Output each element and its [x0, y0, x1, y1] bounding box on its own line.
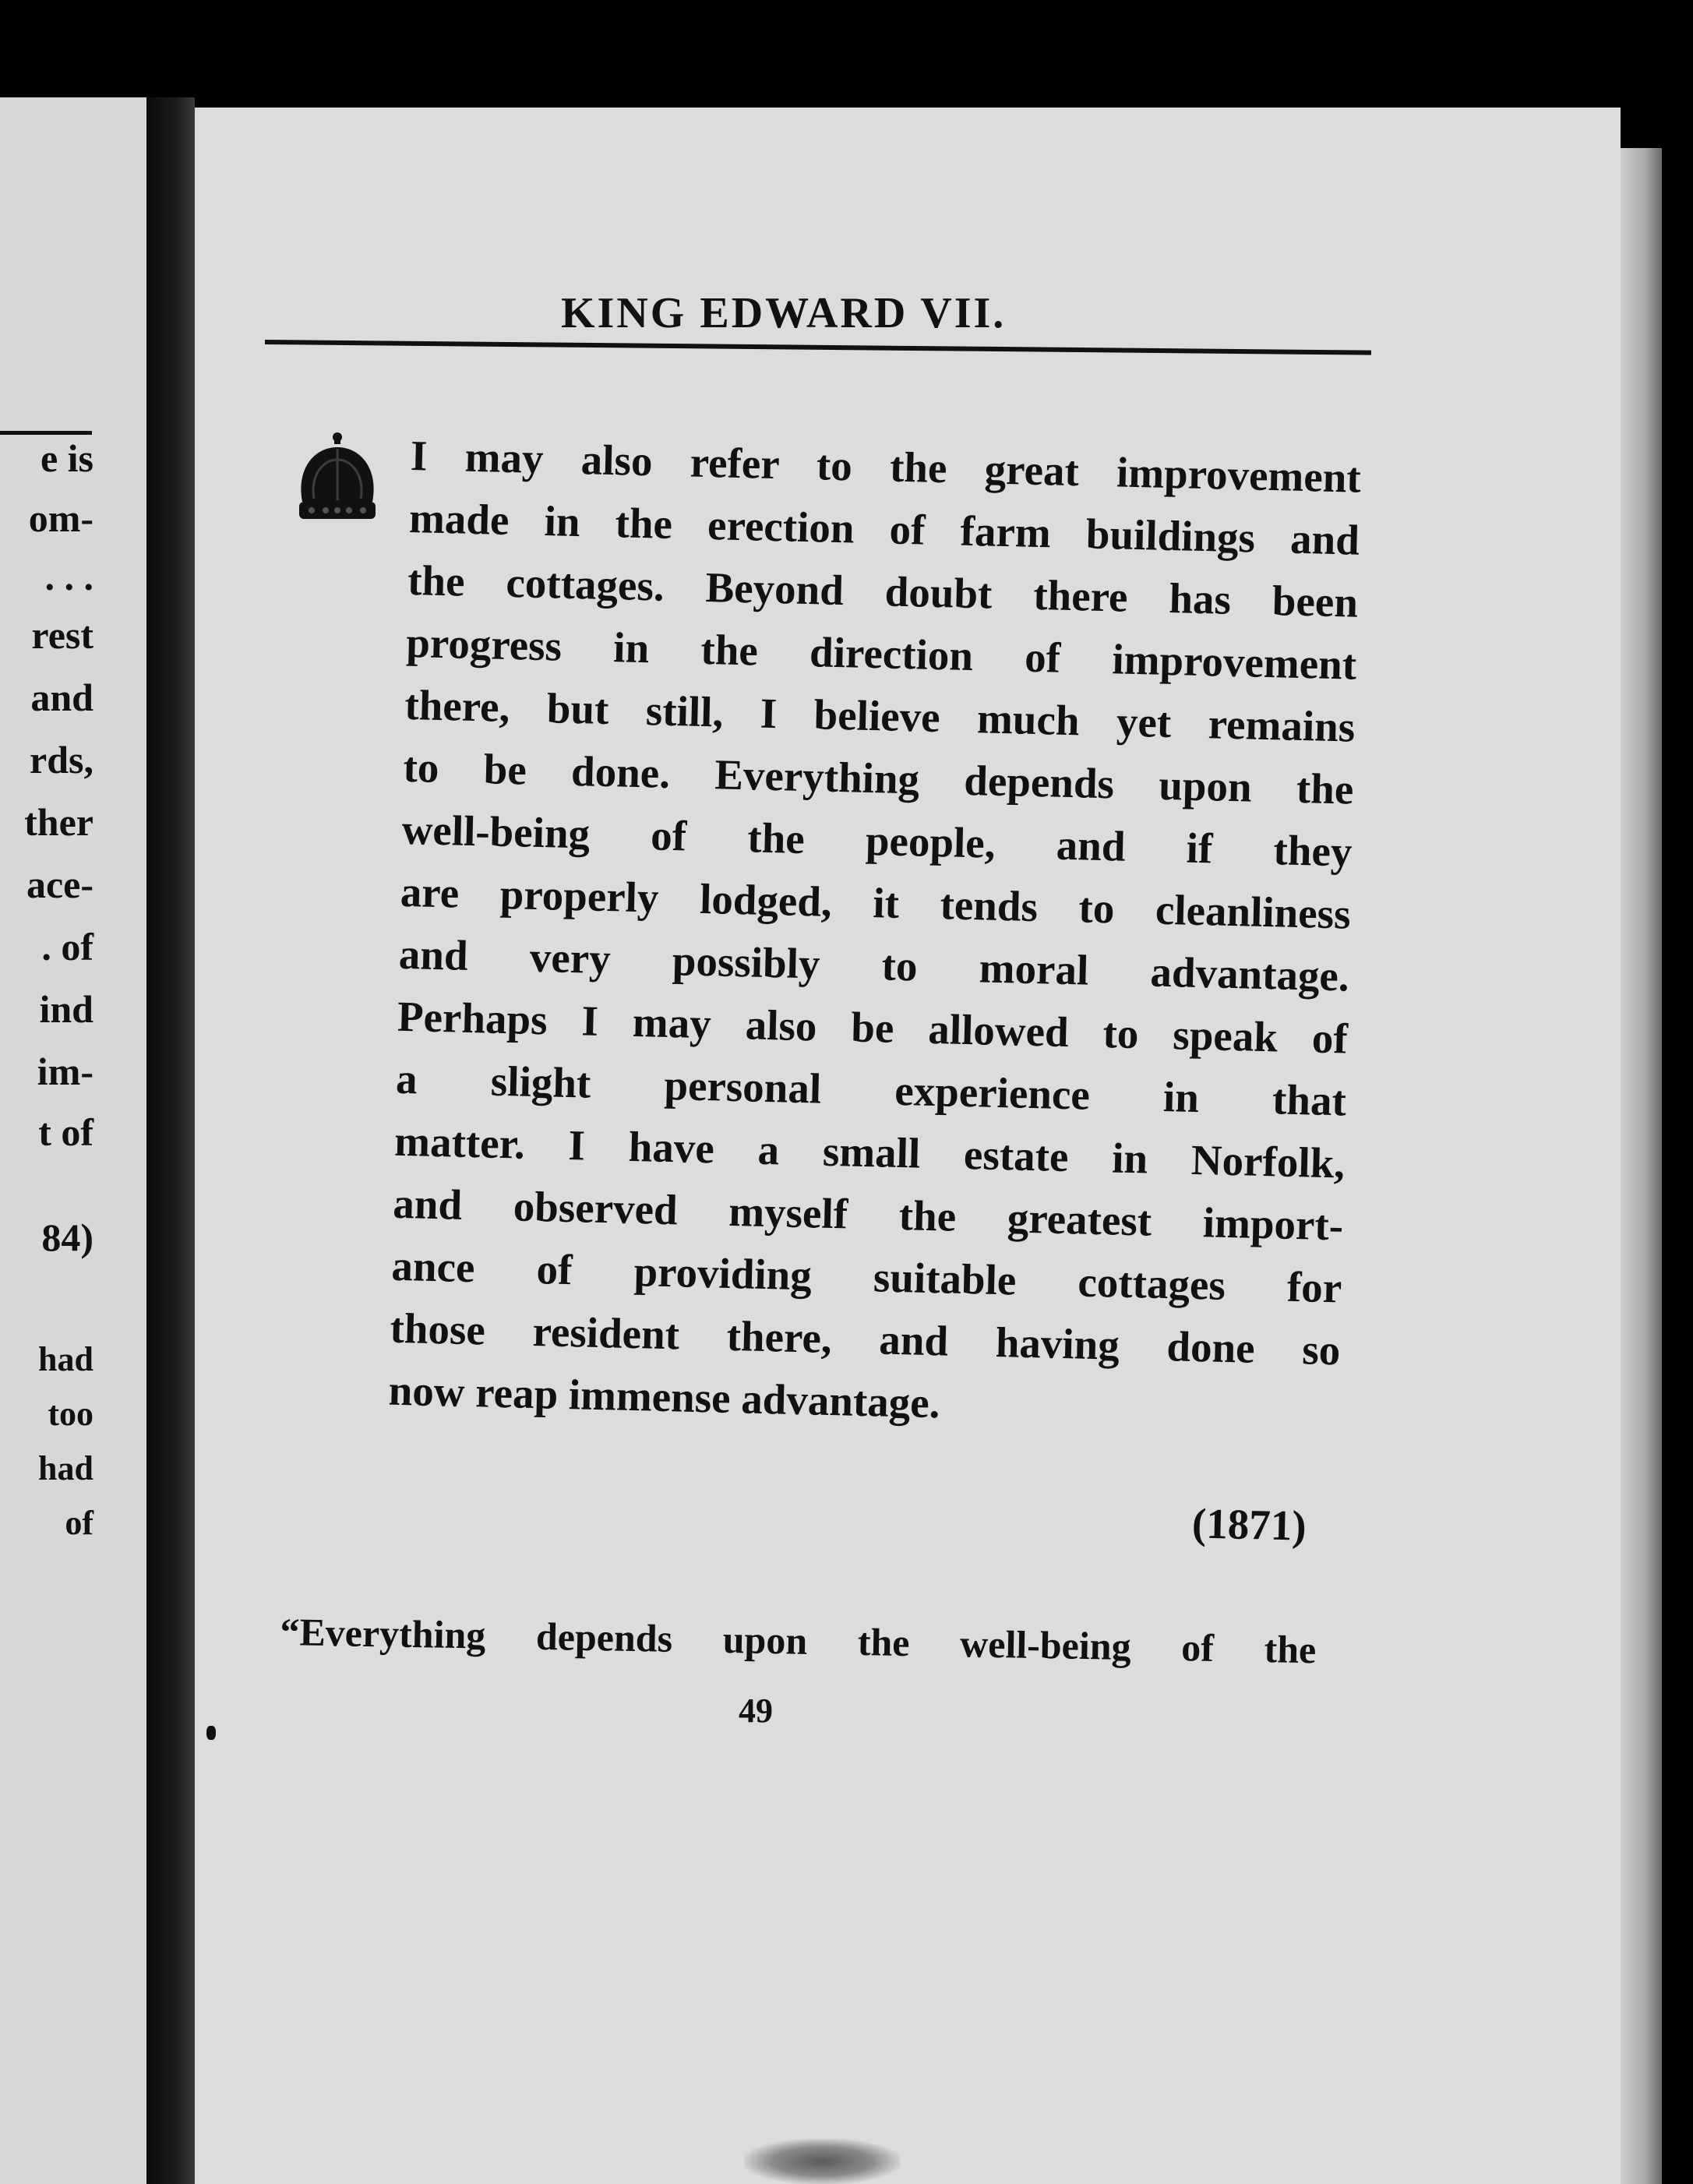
body-line: now reap immense advantage. — [388, 1366, 941, 1427]
facing-page-line: . of — [41, 925, 93, 969]
ink-speck — [206, 1726, 216, 1740]
body-line: made in the erection of farm buildings and — [408, 493, 1360, 564]
body-line: the cottages. Beyond doubt there has been — [407, 556, 1359, 626]
facing-page-line: ther — [24, 800, 93, 844]
facing-page-line: . . . — [44, 555, 93, 598]
facing-page-line: ace- — [26, 863, 93, 906]
body-line: Perhaps I may also be allowed to speak of — [397, 992, 1349, 1063]
facing-page-line: e is — [40, 436, 93, 480]
facing-page-line: om- — [28, 496, 93, 540]
facing-page-line: of — [65, 1504, 93, 1542]
facing-page-rule — [0, 431, 92, 435]
body-line: are properly lodged, it tends to cleanliness — [400, 867, 1352, 938]
facing-page-line: had — [38, 1340, 93, 1378]
facing-page-line: ind — [39, 987, 93, 1031]
body-line: and observed myself the greatest import- — [392, 1179, 1344, 1250]
page-number: 49 — [739, 1692, 773, 1730]
body-line: and very possibly to moral advantage. — [398, 930, 1350, 1000]
body-line: ance of providing suitable cottages for — [390, 1241, 1342, 1312]
facing-page-line: had — [38, 1449, 93, 1487]
body-line: progress in the direction of improvement — [405, 618, 1357, 689]
facing-page-line: im- — [37, 1050, 93, 1093]
body-line: a slight personal experience in that — [395, 1054, 1347, 1125]
body-line: matter. I have a small estate in Norfolk, — [393, 1117, 1346, 1187]
running-head: KING EDWARD VII. — [561, 289, 1007, 337]
facing-page-line: rds, — [30, 738, 93, 782]
body-line: to be done. Everything depends upon the — [402, 743, 1355, 813]
body-line: those resident there, and having done so — [389, 1304, 1342, 1374]
facing-page-line: 84) — [41, 1215, 93, 1259]
facing-page-line: too — [48, 1395, 93, 1433]
facing-page-line: and — [30, 676, 93, 719]
page-edge — [1621, 148, 1662, 2184]
facing-page-line: t of — [38, 1110, 93, 1154]
facing-page-line: rest — [31, 613, 93, 657]
facing-page — [0, 97, 148, 2184]
footer-quote: “Everything depends upon the well-being of the — [280, 1609, 1317, 1672]
body-line: there, but still, I believe much yet remains — [404, 680, 1356, 751]
scan-smudge — [744, 2139, 900, 2184]
body-line: well-being of the people, and if they — [401, 805, 1353, 876]
body-paragraph — [388, 425, 1362, 1444]
body-line: I may also refer to the great improvement — [410, 431, 1362, 502]
date-note: (1871) — [1191, 1499, 1307, 1550]
crown-icon — [295, 430, 380, 528]
book-gutter — [146, 97, 195, 2184]
